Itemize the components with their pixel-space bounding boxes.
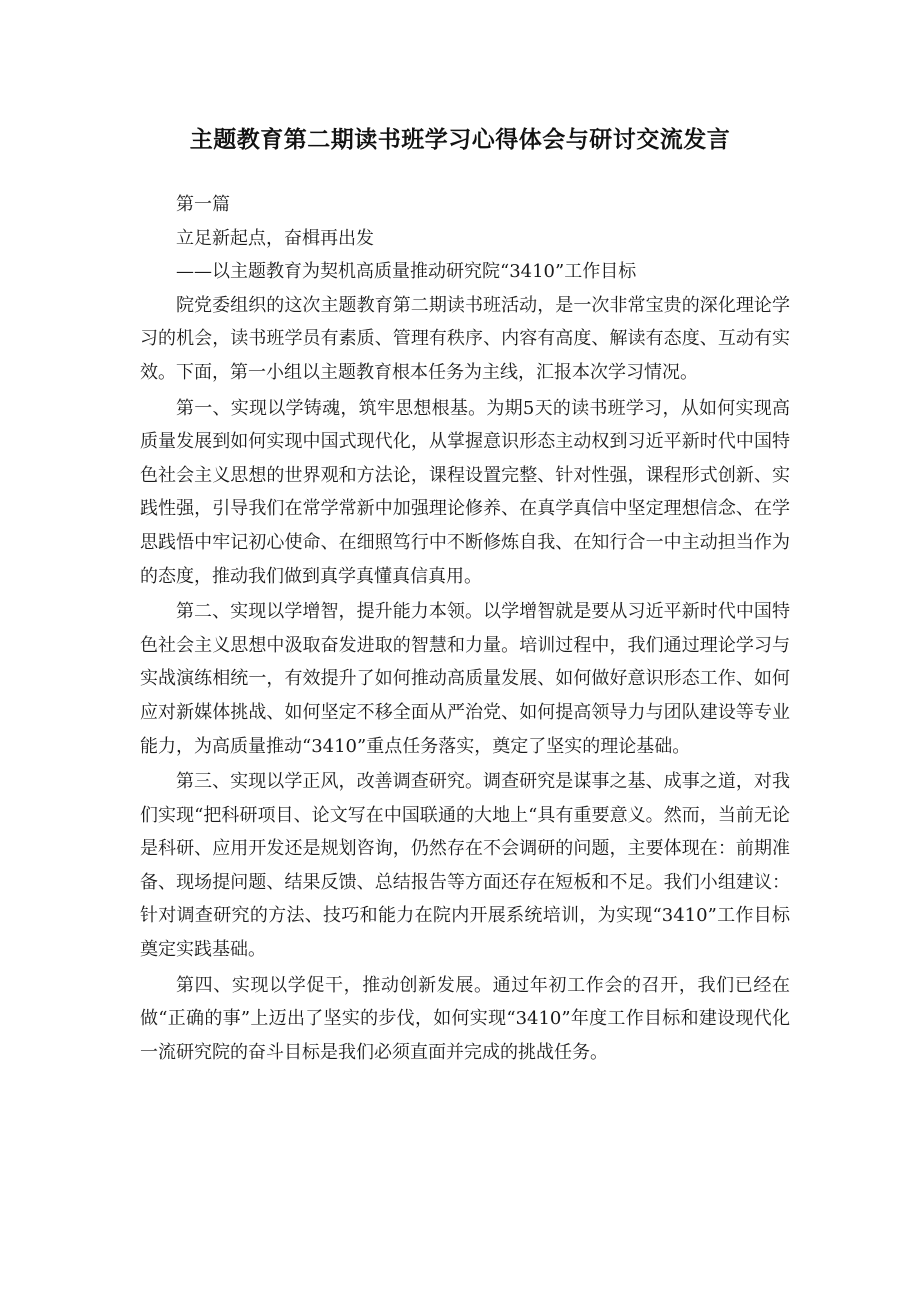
- document-title: 主题教育第二期读书班学习心得体会与研讨交流发言: [189, 127, 731, 153]
- section-label: 第一篇: [176, 194, 230, 215]
- paragraph-third: 第三、实现以学正风，改善调查研究。调查研究是谋事之基、成事之道，对我们实现“把科研项目、论文写在中国联通的大地上“具有重要意义。然而，当前无论是科研、应用开发还是规划咨询，仍然存在不会调研的问题，主要体现在：前期准备、现场提问题、结果反馈、总结报告等方面还存在短板和不足。我们小组建议：针对调查研究的方法、技巧和能力在院内开展系统培训，为实现“3410”工作目标奠定实践基础。: [140, 771, 790, 961]
- paragraph-intro: 院党委组织的这次主题教育第二期读书班活动，是一次非常宝贵的深化理论学习的机会，读书班学员有素质、管理有秩序、内容有高度、解读有态度、互动有实效。下面，第一小组以主题教育根本任务为主线，汇报本次学习情况。: [140, 294, 790, 383]
- document-body: [140, 188, 790, 1069]
- paragraph-first: 第一、实现以学铸魂，筑牢思想根基。为期5天的读书班学习，从如何实现高质量发展到如何实现中国式现代化，从掌握意识形态主动权到习近平新时代中国特色社会主义思想的世界观和方法论，课程设置完整、针对性强，课程形式创新、实践性强，引导我们在常学常新中加强理论修养、在真学真信中坚定理想信念、在学思践悟中牢记初心使命、在细照笃行中不断修炼自我、在知行合一中主动担当作为的态度，推动我们做到真学真懂真信真用。: [140, 397, 790, 587]
- subtitle: 立足新起点，奋楫再出发: [176, 227, 374, 249]
- sub-subtitle: ——以主题教育为契机高质量推动研究院“3410”工作目标: [176, 261, 637, 283]
- paragraph-second: 第二、实现以学增智，提升能力本领。以学增智就是要从习近平新时代中国特色社会主义思想中汲取奋发进取的智慧和力量。培训过程中，我们通过理论学习与实战演练相统一，有效提升了如何推动高质量发展、如何做好意识形态工作、如何应对新媒体挑战、如何坚定不移全面从严治党、如何提高领导力与团队建设等专业能力，为高质量推动“3410”重点任务落实，奠定了坚实的理论基础。: [140, 601, 790, 757]
- paragraph-fourth: 第四、实现以学促干，推动创新发展。通过年初工作会的召开，我们已经在做“正确的事”上迈出了坚实的步伐，如何实现“3410”年度工作目标和建设现代化一流研究院的奋斗目标是我们必须直面并完成的挑战任务。: [140, 974, 790, 1063]
